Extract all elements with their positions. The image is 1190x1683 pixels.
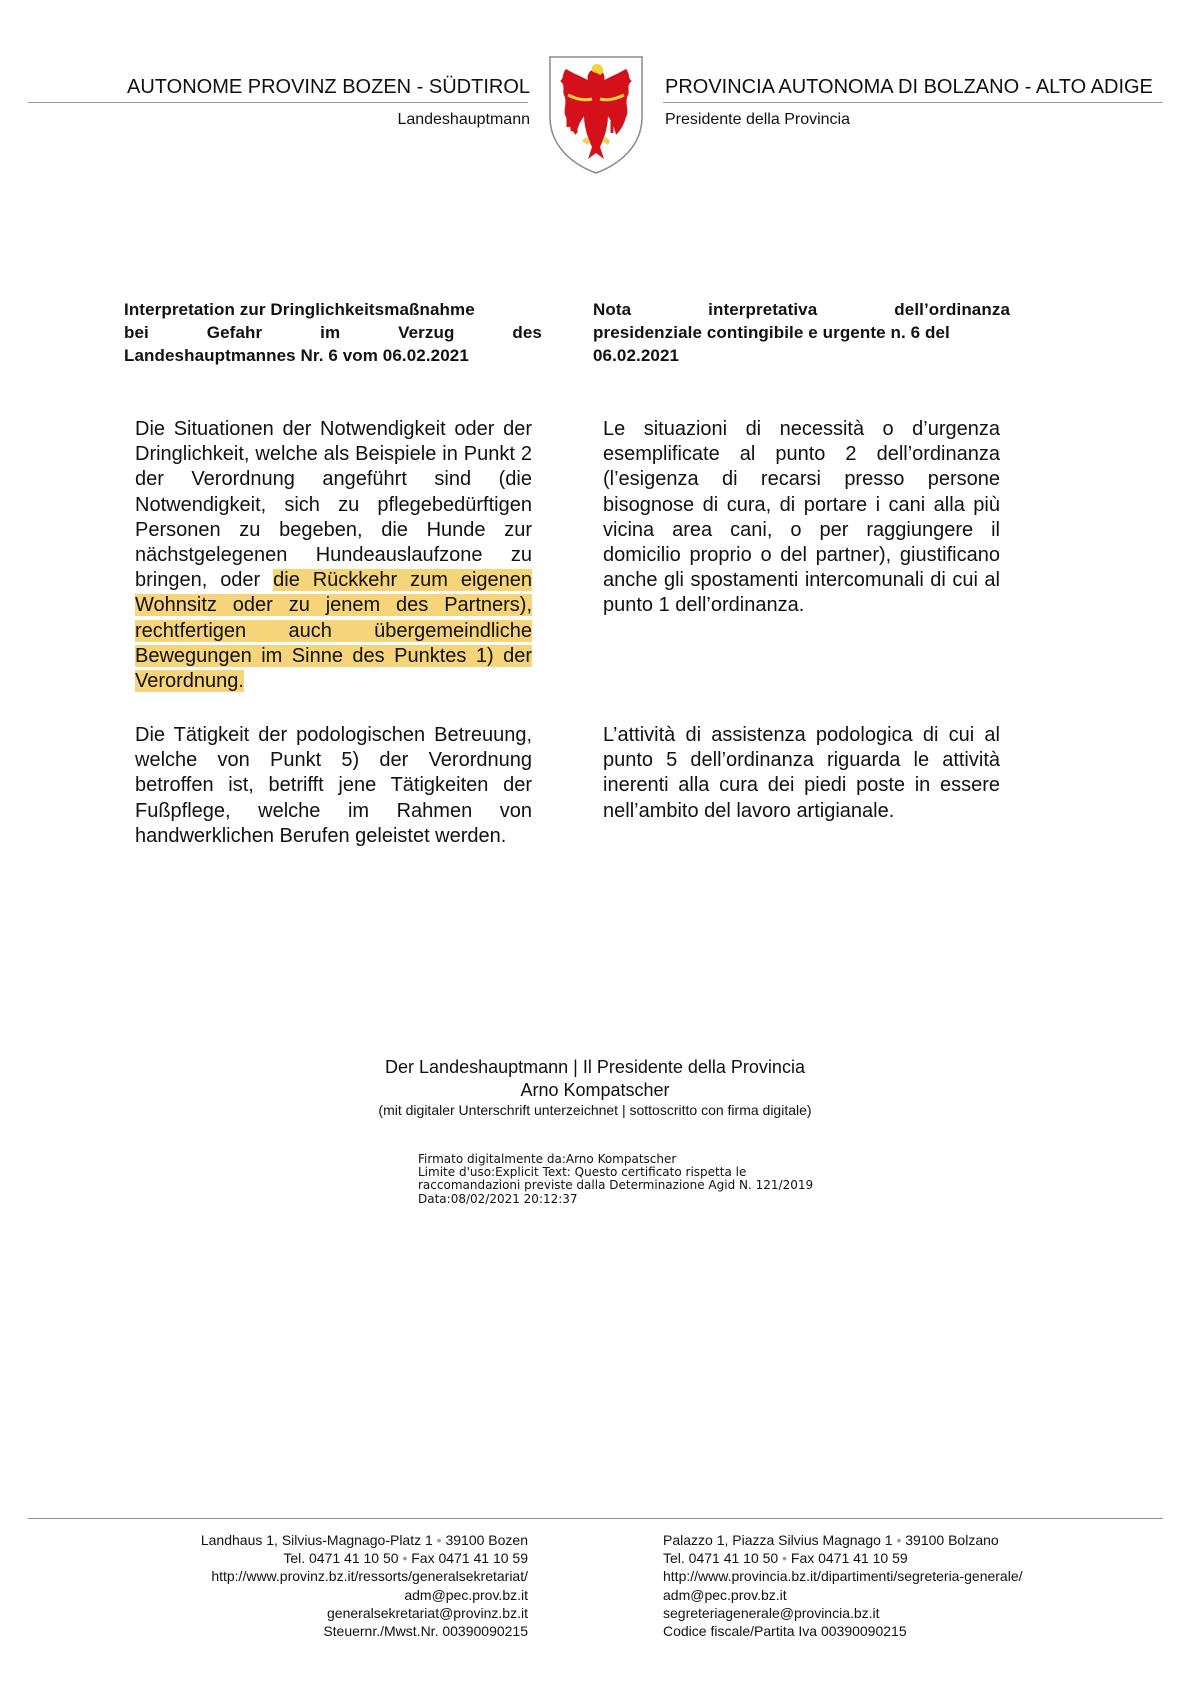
footer-phone [201,1549,528,1567]
signature-note: (mit digitaler Unterschrift unterzeichnet | sottoscritto con firma digitale) [378,1102,812,1118]
title-line: presidenziale contingibile e urgente n. 6 del [593,323,950,342]
title-line: Interpretation zur Dringlichkeitsmaßnahme [124,300,475,319]
address-street: Landhaus 1, Silvius-Magnago-Platz 1 [200,1532,433,1548]
separator-dot: • [436,1532,442,1548]
header-title-german: AUTONOME PROVINZ BOZEN - SÜDTIROL [127,76,530,98]
header-subtitle-italian: Presidente della Provincia [665,111,850,128]
footer-contact-italian [663,1531,1023,1640]
paragraph-text: Die Situationen der Notwendigkeit oder der Dringlichkeit, welche als Beispiele in Punkt 2 der Verordnung angeführt sind (die Notwendigkeit, sich zu pflegebedürftigen Personen zu begeben, die Hunde zur nächstgelegenen Hundeauslaufzone zu bringen, oder [135,418,532,592]
paragraph-italian-1: Le situazioni di necessità o d’urgenza esemplificate al punto 2 dell’ordinanza (l’esigenza di recarsi presso persone bisognose di cura, di portare i cani alla più vicina area cani, o per raggiungere il domicilio proprio o del partner), giustificano anche gli spostamenti intercomunali di cui al punto 1 dell’ordinanza. [603,418,1000,617]
footer-tax-number: Steuernr./Mwst.Nr. 00390090215 [323,1623,528,1640]
signature-name: Arno Kompatscher [520,1080,670,1100]
document-title-italian [593,298,1010,367]
title-line: 06.02.2021 [593,346,680,365]
paragraph-italian-2: L’attività di assistenza podologica di cui al punto 5 dell’ordinanza riguarda le attività inerenti alla cura dei piedi poste in essere nell’ambito del lavoro artigianale. [603,724,1000,822]
address-city: 39100 Bolzano [905,1532,999,1548]
signature-role: Der Landeshauptmann | Il Presidente della Provincia [385,1057,805,1077]
certificate-line: Firmato digitalmente da:Arno Kompatscher [418,1152,677,1166]
separator-dot: • [782,1550,788,1567]
highlighted-text: die Rückkehr zum eigenen Wohnsitz oder zu jenem des Partners), rechtfertigen auch übergemeindliche Bewegungen im Sinne des Punktes 1) der Verordnung. [135,569,533,693]
header-rule-left [28,102,528,103]
footer-website-link[interactable]: http://www.provinz.bz.it/ressorts/generalsekretariat/ [211,1568,528,1585]
footer-pec-email-link[interactable]: adm@pec.prov.bz.it [663,1586,787,1603]
fax: Fax 0471 41 10 59 [790,1550,908,1567]
paragraph-german-2: Die Tätigkeit der podologischen Betreuung, welche von Punkt 5) der Verordnung betroffen ist, betrifft jene Tätigkeiten der Fußpflege, welche im Rahmen von handwerklichen Berufen geleistet werden. [135,724,532,847]
phone: Tel. 0471 41 10 50 [663,1550,779,1567]
certificate-line: raccomandazioni previste dalla Determinazione Agid N. 121/2019 [418,1178,814,1193]
footer-website-link[interactable]: http://www.provincia.bz.it/dipartimenti/segreteria-generale/ [663,1568,1023,1585]
footer-address [201,1531,528,1549]
fax: Fax 0471 41 10 59 [411,1550,528,1567]
header-rule-right [663,102,1163,103]
separator-dot: • [896,1532,902,1548]
title-line: Landeshauptmannes Nr. 6 vom 06.02.2021 [124,346,469,365]
footer-contact-german [201,1531,528,1640]
title-line: Nota interpretativa dell’ordinanza [593,300,1010,319]
coat-of-arms-icon [548,55,644,175]
phone: Tel. 0471 41 10 50 [283,1550,399,1567]
header-title-italian: PROVINCIA AUTONOMA DI BOLZANO - ALTO ADIGE [665,76,1153,98]
digital-signature-certificate [418,1153,813,1206]
footer-pec-email-link[interactable]: adm@pec.prov.bz.it [404,1586,528,1603]
separator-dot: • [402,1550,408,1567]
footer-tax-number: Codice fiscale/Partita Iva 00390090215 [663,1623,907,1640]
footer-phone [663,1549,1023,1567]
address-city: 39100 Bozen [445,1532,528,1548]
footer-address [663,1531,1023,1549]
address-street: Palazzo 1, Piazza Silvius Magnago 1 [663,1532,893,1548]
certificate-line: Limite d'uso:Explicit Text: Questo certificato rispetta le [418,1165,747,1180]
document-title-german [124,298,542,367]
paragraph-german-1 [135,417,532,694]
footer-rule [28,1518,1163,1519]
title-line: bei Gefahr im Verzug des [124,323,542,342]
certificate-line: Data:08/02/2021 20:12:37 [418,1191,578,1206]
footer-email-link[interactable]: segreteriagenerale@provincia.bz.it [663,1604,880,1621]
footer-email-link[interactable]: generalsekretariat@provinz.bz.it [327,1604,528,1621]
header-subtitle-german: Landeshauptmann [397,111,530,128]
